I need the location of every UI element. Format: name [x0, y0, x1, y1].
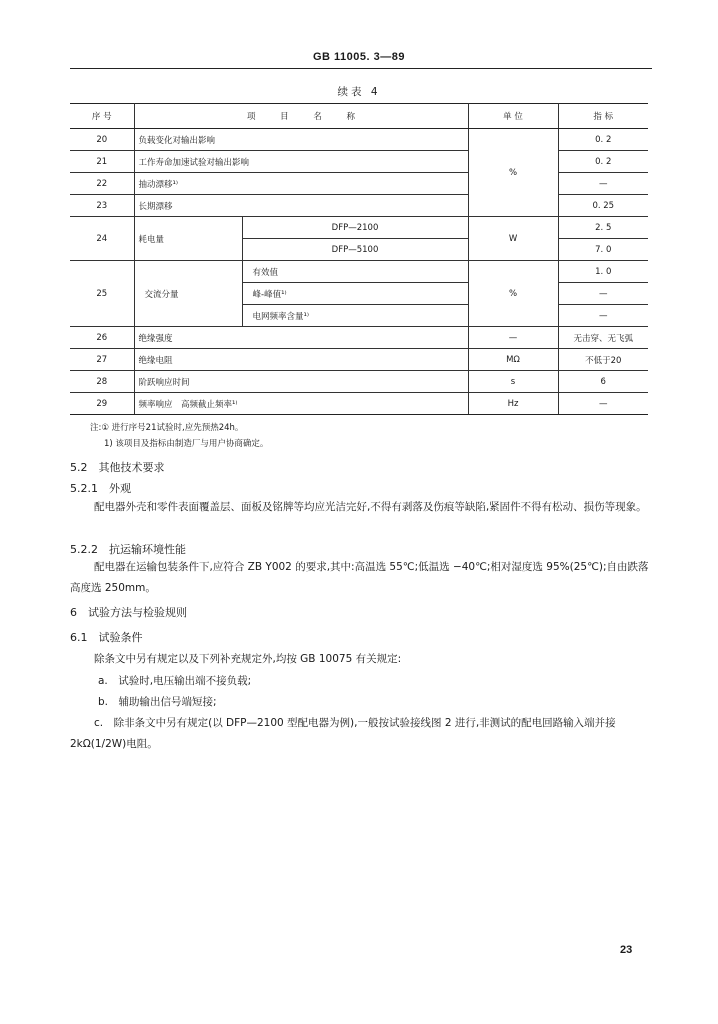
row-no: 27 — [70, 349, 134, 371]
row-item: 耗电量 — [134, 217, 242, 261]
row-item: 频率响应 高频截止频率¹⁾ — [134, 393, 468, 415]
col-header-index: 指 标 — [558, 104, 648, 129]
row-item: 绝缘强度 — [134, 327, 468, 349]
table-notes — [90, 420, 268, 452]
row-item: 交流分量 — [134, 261, 242, 327]
row-no: 26 — [70, 327, 134, 349]
row-value: 0. 2 — [558, 151, 648, 173]
table-row — [70, 261, 648, 283]
row-item: 抽动漂移¹⁾ — [134, 173, 468, 195]
row-item: 阶跃响应时间 — [134, 371, 468, 393]
section-heading-5-2: 5.2 其他技术要求 — [70, 461, 165, 474]
note-2: 1) 该项目及指标由制造厂与用户协商确定。 — [104, 439, 269, 449]
row-value: 0. 2 — [558, 129, 648, 151]
list-item-b: b. 辅助输出信号端短接; — [98, 696, 217, 708]
row-no: 28 — [70, 371, 134, 393]
note-1: 注:① 进行序号21试验时,应先预热24h。 — [90, 423, 244, 433]
row-no: 29 — [70, 393, 134, 415]
section-heading-6-1: 6.1 试验条件 — [70, 631, 143, 644]
row-unit: % — [468, 261, 558, 327]
row-value: — — [558, 283, 648, 305]
spec-table — [70, 103, 648, 415]
section-heading-6: 6 试验方法与检验规则 — [70, 606, 187, 619]
table-row — [70, 151, 648, 173]
row-subitem: DFP—2100 — [242, 217, 468, 239]
table-row — [70, 393, 648, 415]
row-no: 20 — [70, 129, 134, 151]
row-value: 7. 0 — [558, 239, 648, 261]
row-value: 无击穿、无飞弧 — [558, 327, 648, 349]
row-no: 21 — [70, 151, 134, 173]
row-no: 25 — [70, 261, 134, 327]
header-rule — [70, 68, 652, 69]
table-row — [70, 371, 648, 393]
section-heading-5-2-2: 5.2.2 抗运输环境性能 — [70, 543, 186, 556]
row-unit: % — [468, 129, 558, 217]
row-value: — — [558, 173, 648, 195]
list-item-c: c. 除非条文中另有规定(以 DFP—2100 型配电器为例),一般按试验接线图 2 进行,非测试的配电回路输入端并接2kΩ(1/2W)电阻。 — [70, 717, 616, 750]
row-no: 23 — [70, 195, 134, 217]
row-item: 绝缘电阻 — [134, 349, 468, 371]
table-header-row — [70, 104, 648, 129]
row-item: 长期漂移 — [134, 195, 468, 217]
table-row — [70, 327, 648, 349]
row-unit: — — [468, 327, 558, 349]
row-subitem: 有效值 — [242, 261, 468, 283]
table-row — [70, 173, 648, 195]
table-row — [70, 349, 648, 371]
table-row — [70, 129, 648, 151]
row-value: — — [558, 305, 648, 327]
row-unit: Hz — [468, 393, 558, 415]
row-value: 1. 0 — [558, 261, 648, 283]
row-no: 22 — [70, 173, 134, 195]
list-item-a: a. 试验时,电压输出端不接负载; — [98, 675, 252, 687]
section-text-6-1: 除条文中另有规定以及下列补充规定外,均按 GB 10075 有关规定: — [94, 653, 402, 665]
row-no: 24 — [70, 217, 134, 261]
row-value: 6 — [558, 371, 648, 393]
page-number: 23 — [620, 944, 633, 956]
row-unit: MΩ — [468, 349, 558, 371]
col-header-unit: 单 位 — [468, 104, 558, 129]
section-text-5-2-2: 配电器在运输包装条件下,应符合 ZB Y002 的要求,其中:高温选 55℃;低温选 −40℃;相对湿度选 95%(25℃);自由跌落高度选 250mm。 — [70, 561, 649, 594]
row-subitem: 电网频率含量¹⁾ — [242, 305, 468, 327]
row-unit: W — [468, 217, 558, 261]
table-row — [70, 195, 648, 217]
row-subitem: DFP—5100 — [242, 239, 468, 261]
table-caption: 续表 4 — [337, 86, 381, 98]
row-item: 负载变化对输出影响 — [134, 129, 468, 151]
row-value: — — [558, 393, 648, 415]
row-subitem: 峰-峰值¹⁾ — [242, 283, 468, 305]
section-text-5-2-1: 配电器外壳和零件表面覆盖层、面板及铭牌等均应光洁完好,不得有剥落及伤痕等缺陷,紧固件不得有松动、损伤等现象。 — [94, 501, 647, 513]
table-row — [70, 217, 648, 239]
row-value: 2. 5 — [558, 217, 648, 239]
row-value: 0. 25 — [558, 195, 648, 217]
row-value: 不低于20 — [558, 349, 648, 371]
col-header-item: 项 目 名 称 — [134, 104, 468, 129]
col-header-no: 序 号 — [70, 104, 134, 129]
row-unit: s — [468, 371, 558, 393]
row-item: 工作寿命加速试验对输出影响 — [134, 151, 468, 173]
standard-code: GB 11005. 3—89 — [312, 51, 405, 63]
section-heading-5-2-1: 5.2.1 外观 — [70, 482, 131, 495]
